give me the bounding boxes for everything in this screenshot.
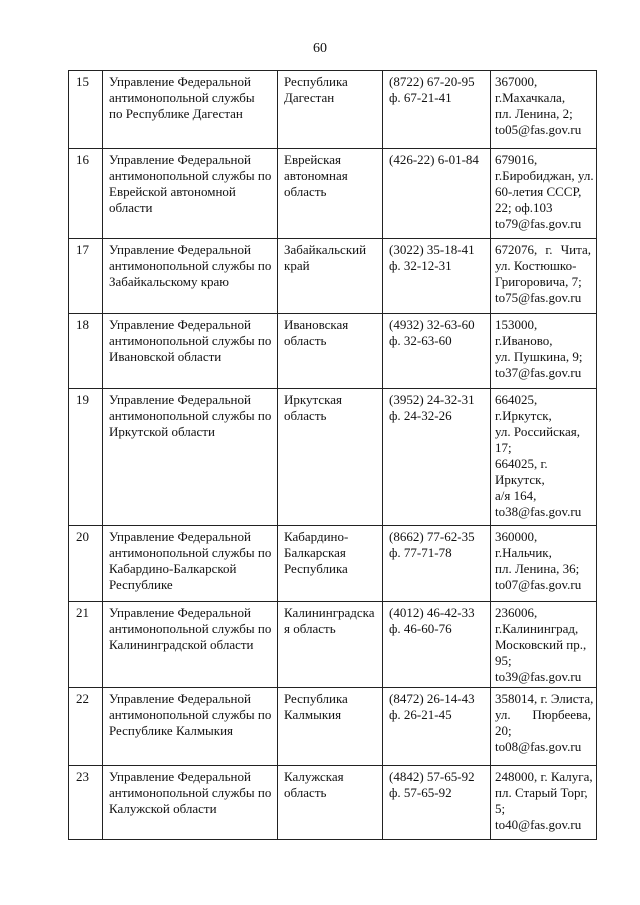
region-cell: [278, 688, 383, 766]
address-cell-line: to39@fas.gov.ru: [495, 669, 582, 684]
address-cell-line: 153000,: [495, 317, 538, 332]
address-cell: [491, 688, 597, 766]
phone-cell-line: ф. 67-21-41: [389, 90, 452, 105]
phone-cell: [383, 766, 491, 840]
region-cell-line: область: [284, 333, 327, 348]
address-cell-line: а/я 164,: [495, 488, 537, 503]
address-cell-line: г.Иркутск,: [495, 408, 552, 423]
row-number-cell: 21: [69, 602, 103, 688]
address-cell-line: to40@fas.gov.ru: [495, 817, 582, 832]
phone-cell-line: (3952) 24-32-31: [389, 392, 475, 407]
region-cell-line: автономная: [284, 168, 348, 183]
row-number-cell: 20: [69, 526, 103, 602]
office-name-cell-line: антимонопольной службы по: [109, 545, 272, 560]
office-name-cell-line: антимонопольной службы по: [109, 168, 272, 183]
region-cell: [278, 71, 383, 149]
phone-cell-line: (426-22) 6-01-84: [389, 152, 479, 167]
page-number: 60: [313, 41, 327, 56]
address-cell-line: Григоровича, 7;: [495, 274, 582, 289]
region-cell-line: Дагестан: [284, 90, 335, 105]
region-cell-line: Балкарская: [284, 545, 346, 560]
address-cell-line: ул. Костюшко-: [495, 258, 577, 273]
office-name-cell-line: антимонопольной службы по: [109, 333, 272, 348]
table-row: [69, 688, 597, 766]
region-cell-line: Калужская: [284, 769, 344, 784]
address-cell-line: 358014, г. Элиста,: [495, 691, 594, 706]
office-name-cell: [103, 688, 278, 766]
office-name-cell: [103, 526, 278, 602]
table-row: [69, 71, 597, 149]
office-name-cell-line: Управление Федеральной: [109, 392, 251, 407]
row-number-cell: 15: [69, 71, 103, 149]
phone-cell: [383, 602, 491, 688]
phone-cell-line: (4932) 32-63-60: [389, 317, 475, 332]
address-cell-line: to79@fas.gov.ru: [495, 216, 582, 231]
address-cell-line: 17;: [495, 440, 512, 455]
address-cell: [491, 71, 597, 149]
region-cell-line: край: [284, 258, 310, 273]
region-cell-line: Республика: [284, 691, 348, 706]
office-name-cell-line: антимонопольной службы: [109, 90, 255, 105]
region-cell-line: Еврейская: [284, 152, 341, 167]
region-cell-line: Иркутская: [284, 392, 342, 407]
address-cell-line: г.Нальчик,: [495, 545, 552, 560]
address-cell-line: 664025,: [495, 392, 538, 407]
address-cell-line: to37@fas.gov.ru: [495, 365, 582, 380]
table-row: [69, 239, 597, 314]
phone-cell-line: (8472) 26-14-43: [389, 691, 475, 706]
region-cell-line: я область: [284, 621, 336, 636]
region-cell-line: Ивановская: [284, 317, 349, 332]
address-cell-line: Московский пр.,: [495, 637, 587, 652]
office-name-cell-line: Управление Федеральной: [109, 74, 251, 89]
phone-cell-line: (4012) 46-42-33: [389, 605, 475, 620]
office-name-cell-line: Управление Федеральной: [109, 152, 251, 167]
address-cell-line: 360000,: [495, 529, 538, 544]
office-name-cell-line: Ивановской области: [109, 349, 222, 364]
region-cell-line: Кабардино-: [284, 529, 349, 544]
phone-cell-line: ф. 32-63-60: [389, 333, 452, 348]
office-name-cell-line: по Республике Дагестан: [109, 106, 243, 121]
table-row: [69, 766, 597, 840]
phone-cell-line: ф. 24-32-26: [389, 408, 452, 423]
phone-cell-line: (8722) 67-20-95: [389, 74, 475, 89]
address-cell-line: 679016,: [495, 152, 538, 167]
fas-offices-table: [68, 70, 597, 840]
address-cell-line: 22; оф.103: [495, 200, 553, 215]
address-cell-line: 367000,: [495, 74, 538, 89]
office-name-cell-line: Забайкальскому краю: [109, 274, 229, 289]
phone-cell: [383, 314, 491, 389]
phone-cell-line: (4842) 57-65-92: [389, 769, 475, 784]
address-cell-line: пл. Ленина, 36;: [495, 561, 580, 576]
office-name-cell: [103, 314, 278, 389]
region-cell: [278, 149, 383, 239]
address-cell-line: г.Калининград,: [495, 621, 579, 636]
region-cell-line: Калининградска: [284, 605, 375, 620]
address-cell-line: to75@fas.gov.ru: [495, 290, 582, 305]
address-cell-line: 5;: [495, 801, 506, 816]
address-cell: [491, 239, 597, 314]
address-cell: [491, 526, 597, 602]
phone-cell: [383, 149, 491, 239]
row-number-cell: 18: [69, 314, 103, 389]
address-cell-line: ул. Пушкина, 9;: [495, 349, 583, 364]
phone-cell-line: ф. 46-60-76: [389, 621, 452, 636]
address-cell-line: to05@fas.gov.ru: [495, 122, 582, 137]
region-cell-line: Калмыкия: [284, 707, 342, 722]
address-cell-line: to38@fas.gov.ru: [495, 504, 582, 519]
region-cell: [278, 239, 383, 314]
phone-cell-line: ф. 32-12-31: [389, 258, 452, 273]
office-name-cell-line: Управление Федеральной: [109, 317, 251, 332]
phone-cell-line: ф. 26-21-45: [389, 707, 452, 722]
address-cell-line: to08@fas.gov.ru: [495, 739, 582, 754]
row-number-cell: 17: [69, 239, 103, 314]
address-cell: [491, 602, 597, 688]
table-row: [69, 149, 597, 239]
phone-cell-line: (8662) 77-62-35: [389, 529, 475, 544]
office-name-cell-line: Республике: [109, 577, 173, 592]
office-name-cell-line: области: [109, 200, 153, 215]
office-name-cell-line: Управление Федеральной: [109, 529, 251, 544]
table-body: [69, 71, 597, 840]
address-cell-line: г.Иваново,: [495, 333, 553, 348]
office-name-cell-line: антимонопольной службы по: [109, 707, 272, 722]
address-cell: [491, 389, 597, 526]
row-number-cell: 19: [69, 389, 103, 526]
office-name-cell-line: Калининградской области: [109, 637, 254, 652]
office-name-cell-line: Калужской области: [109, 801, 217, 816]
address-cell-line: 236006,: [495, 605, 538, 620]
phone-cell: [383, 688, 491, 766]
row-number-cell: 22: [69, 688, 103, 766]
office-name-cell-line: Кабардино-Балкарской: [109, 561, 237, 576]
office-name-cell: [103, 149, 278, 239]
address-cell-line: ул. Российская,: [495, 424, 580, 439]
row-number-cell: 23: [69, 766, 103, 840]
office-name-cell: [103, 389, 278, 526]
address-cell-line: 60-летия СССР,: [495, 184, 582, 199]
phone-cell: [383, 71, 491, 149]
phone-cell-line: ф. 57-65-92: [389, 785, 452, 800]
address-cell-line: пл. Старый Торг,: [495, 785, 588, 800]
table-row: [69, 602, 597, 688]
address-cell: [491, 314, 597, 389]
region-cell: [278, 526, 383, 602]
region-cell-line: область: [284, 184, 327, 199]
address-cell-line: 664025, г.: [495, 456, 548, 471]
office-name-cell-line: Иркутской области: [109, 424, 215, 439]
region-cell-line: Республика: [284, 561, 348, 576]
region-cell: [278, 389, 383, 526]
office-name-cell-line: антимонопольной службы по: [109, 621, 272, 636]
address-cell-line: 672076, г. Чита,: [495, 242, 591, 257]
region-cell: [278, 314, 383, 389]
row-number-cell: 16: [69, 149, 103, 239]
table-row: [69, 314, 597, 389]
address-cell-line: ул. Пюрбеева,: [495, 707, 591, 722]
office-name-cell-line: Еврейской автономной: [109, 184, 236, 199]
table-row: [69, 389, 597, 526]
region-cell-line: область: [284, 408, 327, 423]
phone-cell-line: (3022) 35-18-41: [389, 242, 475, 257]
office-name-cell-line: Управление Федеральной: [109, 605, 251, 620]
address-cell-line: 95;: [495, 653, 512, 668]
region-cell-line: область: [284, 785, 327, 800]
region-cell-line: Забайкальский: [284, 242, 367, 257]
office-name-cell: [103, 239, 278, 314]
address-cell: [491, 766, 597, 840]
office-name-cell: [103, 71, 278, 149]
phone-cell-line: ф. 77-71-78: [389, 545, 452, 560]
address-cell-line: г.Биробиджан, ул.: [495, 168, 594, 183]
region-cell-line: Республика: [284, 74, 348, 89]
office-name-cell-line: Управление Федеральной: [109, 769, 251, 784]
address-cell-line: 248000, г. Калуга,: [495, 769, 593, 784]
address-cell: [491, 149, 597, 239]
office-name-cell: [103, 766, 278, 840]
phone-cell: [383, 526, 491, 602]
region-cell: [278, 766, 383, 840]
address-cell-line: пл. Ленина, 2;: [495, 106, 573, 121]
address-cell-line: to07@fas.gov.ru: [495, 577, 582, 592]
office-name-cell-line: антимонопольной службы по: [109, 408, 272, 423]
table-row: [69, 526, 597, 602]
office-name-cell-line: Управление Федеральной: [109, 691, 251, 706]
address-cell-line: 20;: [495, 723, 512, 738]
phone-cell: [383, 239, 491, 314]
address-cell-line: г.Махачкала,: [495, 90, 566, 105]
phone-cell: [383, 389, 491, 526]
office-name-cell-line: антимонопольной службы по: [109, 258, 272, 273]
office-name-cell-line: антимонопольной службы по: [109, 785, 272, 800]
address-cell-line: Иркутск,: [495, 472, 545, 487]
office-name-cell-line: Республике Калмыкия: [109, 723, 234, 738]
office-name-cell-line: Управление Федеральной: [109, 242, 251, 257]
office-name-cell: [103, 602, 278, 688]
region-cell: [278, 602, 383, 688]
